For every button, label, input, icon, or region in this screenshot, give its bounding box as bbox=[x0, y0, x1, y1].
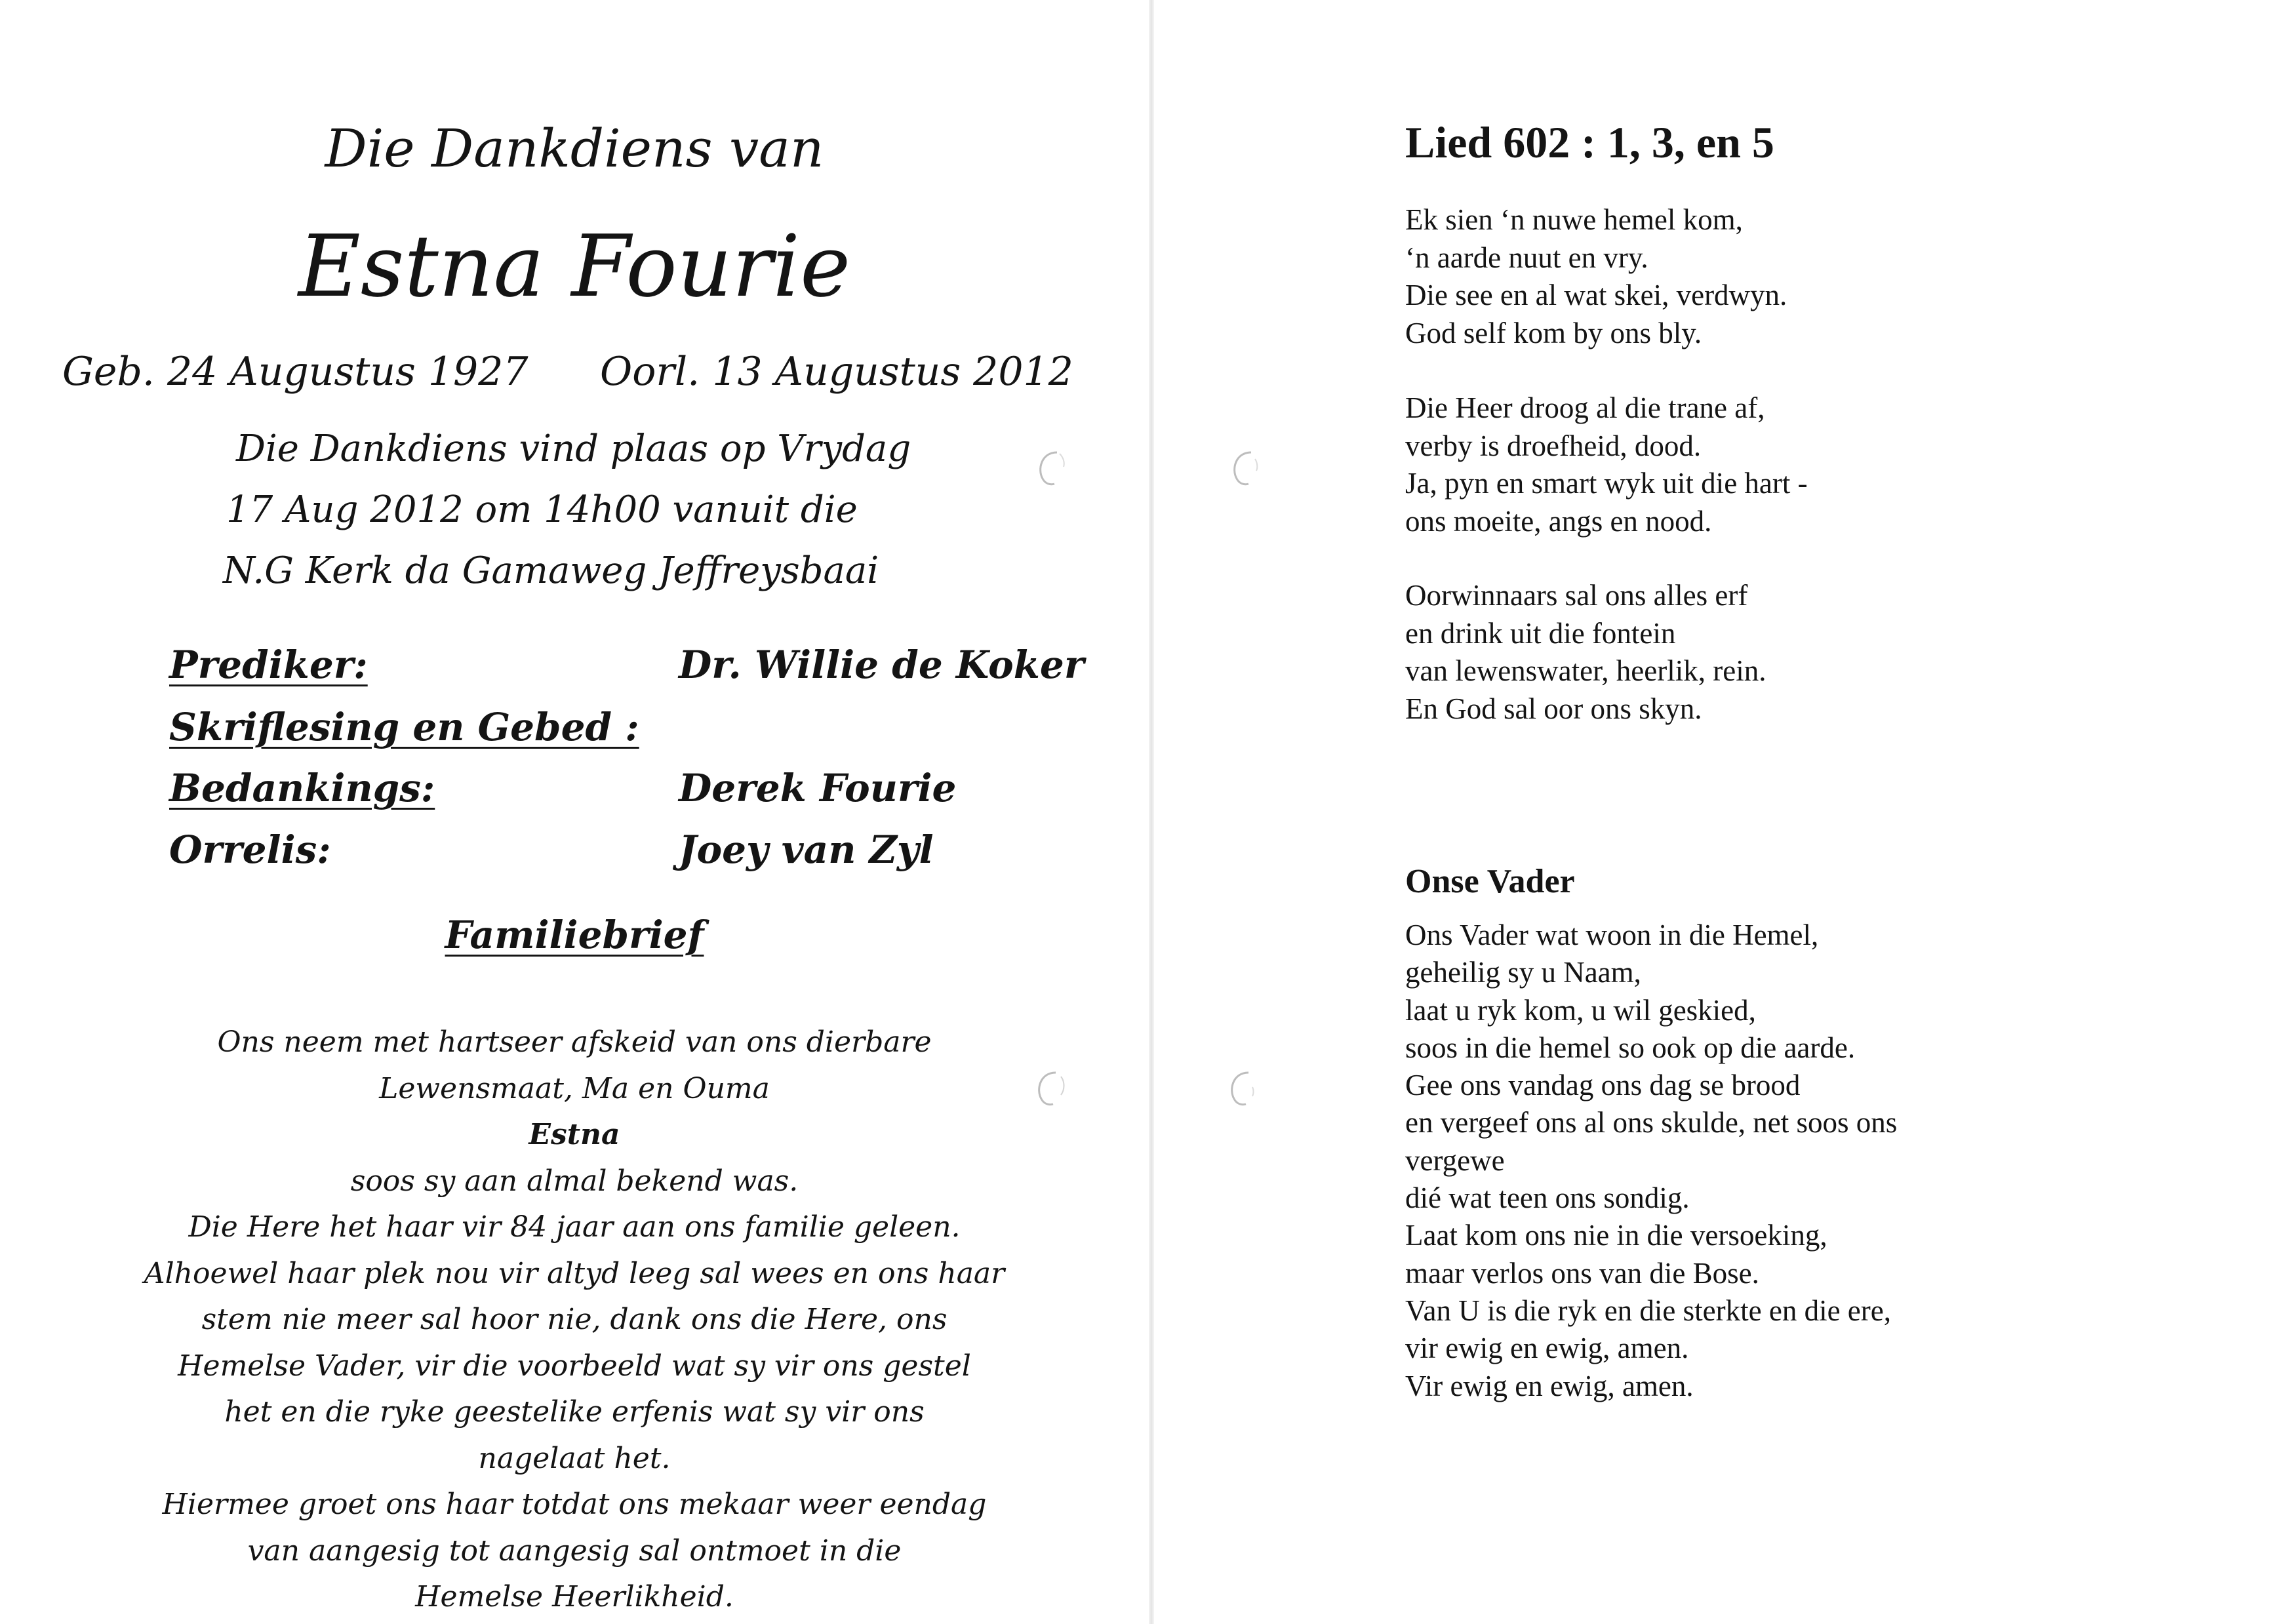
family-letter bbox=[0, 1020, 1149, 1621]
punch-hole-icon bbox=[1029, 1067, 1071, 1109]
prayer-line: Van U is die ryk en die sterkte en die ere, bbox=[1405, 1294, 1891, 1327]
letter-title: Familiebrief bbox=[445, 913, 704, 957]
hymn-line: ons moeite, angs en nood. bbox=[1405, 504, 1712, 538]
prayer-line: laat u ryk kom, u wil geskied, bbox=[1405, 993, 1756, 1027]
hymn-stanza-1 bbox=[1405, 201, 1787, 352]
prayer-line: Ons Vader wat woon in die Hemel, bbox=[1405, 919, 1819, 951]
hymn-line: van lewenswater, heerlik, rein. bbox=[1405, 654, 1766, 687]
prayer-line: Laat kom ons nie in die versoeking, bbox=[1405, 1219, 1827, 1252]
hymn-line: Ek sien ‘n nuwe hemel kom, bbox=[1405, 203, 1743, 236]
prayer-title: Onse Vader bbox=[1405, 863, 1575, 900]
birth-date: Geb. 24 Augustus 1927 bbox=[62, 349, 529, 395]
hymn-line: ‘n aarde nuut en vry. bbox=[1405, 241, 1648, 274]
prayer-line: Gee ons vandag ons dag se brood bbox=[1405, 1069, 1801, 1102]
prayer-line: dié wat teen ons sondig. bbox=[1405, 1181, 1690, 1215]
hymn-title: Lied 602 : 1, 3, en 5 bbox=[1405, 117, 1774, 167]
punch-hole-icon bbox=[1031, 447, 1073, 489]
hymn-line: en drink uit die fontein bbox=[1405, 616, 1676, 650]
role-value-prediker: Dr. Willie de Koker bbox=[679, 643, 1085, 687]
letter-line: Alhoewel haar plek nou vir altyd leeg sal wees en ons haar bbox=[144, 1256, 1005, 1290]
prayer-line: maar verlos ons van die Bose. bbox=[1405, 1256, 1759, 1290]
service-info-line-3: N.G Kerk da Gamaweg Jeffreysbaai bbox=[223, 549, 879, 592]
service-info-line-1: Die Dankdiens vind plaas op Vrydag bbox=[236, 427, 911, 470]
prayer-text bbox=[1405, 917, 1897, 1405]
page-fold bbox=[1149, 0, 1154, 1624]
letter-line: het en die ryke geestelike erfenis wat sy vir ons bbox=[224, 1395, 925, 1429]
punch-hole-icon bbox=[1225, 447, 1267, 489]
hymn-line: Die see en al wat skei, verdwyn. bbox=[1405, 279, 1787, 311]
role-value-bedankings: Derek Fourie bbox=[679, 766, 957, 810]
letter-line: Hiermee groet ons haar totdat ons mekaar weer eendag bbox=[162, 1488, 987, 1521]
hymn-line: verby is droefheid, dood. bbox=[1405, 429, 1702, 462]
role-label-prediker: Prediker: bbox=[169, 643, 368, 687]
hymn-line: En God sal oor ons skyn. bbox=[1405, 692, 1702, 725]
letter-line: van aangesig tot aangesig sal ontmoet in die bbox=[247, 1534, 902, 1568]
letter-line: nagelaat het. bbox=[478, 1441, 671, 1475]
deceased-name: Estna Fourie bbox=[298, 216, 851, 316]
letter-line: Hemelse Heerlikheid. bbox=[415, 1580, 734, 1614]
service-heading: Die Dankdiens van bbox=[325, 118, 824, 179]
prayer-line: geheilig sy u Naam, bbox=[1405, 956, 1641, 989]
hymn-line: Oorwinnaars sal ons alles erf bbox=[1405, 579, 1748, 612]
letter-name-line: Estna bbox=[529, 1118, 620, 1151]
prayer-line: vir ewig en ewig, amen. bbox=[1405, 1332, 1689, 1365]
hymn-stanza-2 bbox=[1405, 389, 1808, 540]
role-label-bedankings: Bedankings: bbox=[169, 766, 435, 810]
hymn-line: Ja, pyn en smart wyk uit die hart - bbox=[1405, 467, 1808, 500]
letter-line: stem nie meer sal hoor nie, dank ons die Here, ons bbox=[201, 1303, 948, 1336]
letter-line: Hemelse Vader, vir die voorbeeld wat sy vir ons gestel bbox=[178, 1349, 971, 1383]
hymn-line: Die Heer droog al die trane af, bbox=[1405, 391, 1765, 424]
prayer-line: Vir ewig en ewig, amen. bbox=[1405, 1369, 1694, 1402]
letter-line: Ons neem met hartseer afskeid van ons dierbare bbox=[217, 1025, 932, 1059]
hymn-line: God self kom by ons bly. bbox=[1405, 316, 1702, 349]
death-date: Oorl. 13 Augustus 2012 bbox=[600, 349, 1073, 395]
prayer-line: en vergeef ons al ons skulde, net soos ons bbox=[1405, 1106, 1898, 1139]
letter-line: soos sy aan almal bekend was. bbox=[350, 1164, 799, 1198]
prayer-line: soos in die hemel so ook op die aarde. bbox=[1405, 1031, 1856, 1064]
prayer-line: vergewe bbox=[1405, 1143, 1505, 1177]
letter-line: Lewensmaat, Ma en Ouma bbox=[379, 1071, 770, 1105]
hymn-stanza-3 bbox=[1405, 577, 1766, 728]
letter-line: Die Here het haar vir 84 jaar aan ons familie geleen. bbox=[188, 1210, 961, 1244]
role-value-orrelis: Joey van Zyl bbox=[679, 827, 934, 872]
punch-hole-icon bbox=[1222, 1067, 1264, 1109]
role-label-orrelis: Orrelis: bbox=[169, 827, 331, 872]
role-label-skriflesing: Skriflesing en Gebed : bbox=[169, 705, 639, 749]
service-info-line-2: 17 Aug 2012 om 14h00 vanuit die bbox=[226, 488, 858, 531]
